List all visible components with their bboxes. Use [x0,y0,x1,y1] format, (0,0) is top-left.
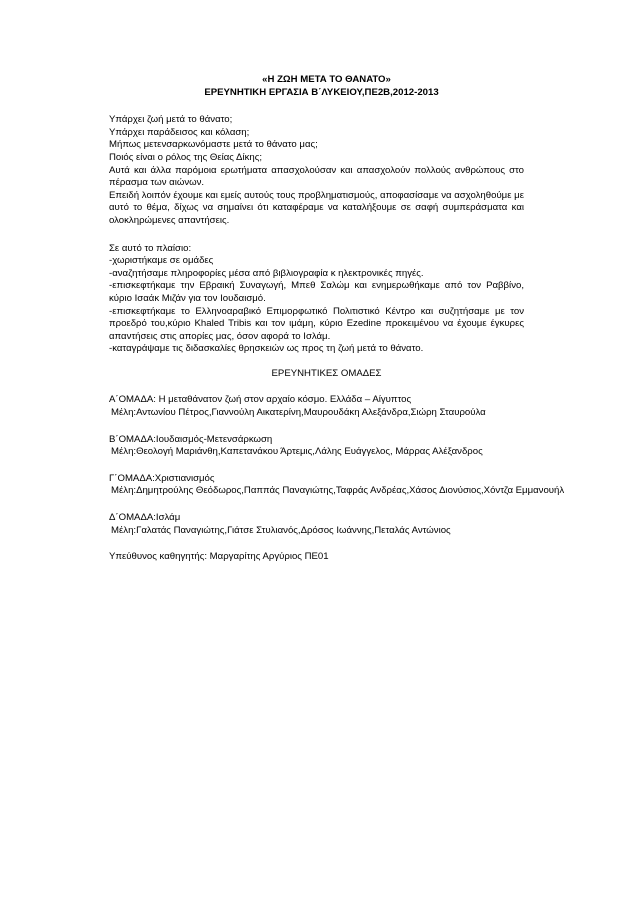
intro-line: Επειδή λοιπόν έχουμε και εμείς αυτούς τους προβληματισμούς, αποφασίσαμε να ασχοληθούμε με αυτό το θέμα, δίχως να σημαίνει ότι καταφέραμε να καταλήξουμε σε σαφή συμπεράσματα και ολοκληρώμενες απαντήσεις. [109,189,524,226]
group-name: Δ΄ΟΜΑΔΑ:Ισλάμ [109,512,181,524]
group-members: Μέλη:Θεολογή Μαριάνθη,Καπετανάκου Άρτεμις,Λάλης Ευάγγελος, Μάρρας Αλέξανδρος [111,446,483,458]
document-subtitle: ΕΡΕΥΝΗΤΙΚΗ ΕΡΓΑΣΙΑ Β΄ΛΥΚΕΙΟΥ,ΠΕ2Β,2012-2013 [204,86,439,98]
context-item: -επισκεφτήκαμε την Εβραική Συναγωγή, Μπεθ Σαλώμ και ενημερωθήκαμε από τον Ραββίνο, κύριο Ισαάκ Μιζάν για τον Ιουδαισμό. [109,280,524,304]
supervisor-line: Υπεύθυνος καθηγητής: Μαργαρίτης Αργύριος ΠΕ01 [109,551,329,563]
group-name: Α΄ΟΜΑΔΑ: Η μεταθάνατον ζωή στον αρχαίο κόσμο. Ελλάδα – Αίγυπτος [109,394,412,406]
group-members: Μέλη:Δημητρούλης Θεόδωρος,Παππάς Παναγιώτης,Ταφράς Ανδρέας,Χάσος Διονύσιος,Χόντζα Εμμανουήλ [111,485,565,497]
document-title: «Η ΖΩΗ ΜΕΤΑ ΤΟ ΘΑΝΑΤΟ» [262,74,391,85]
context-heading: Σε αυτό το πλαίσιο: [109,242,192,254]
context-item: -αναζητήσαμε πληροφορίες μέσα από βιβλιογραφία κ ηλεκτρονικές πηγές. [109,267,424,279]
context-item: -καταγράψαμε τις διδασκαλίες θρησκειών ως προς τη ζωή μετά το θάνατο. [109,343,424,355]
context-item: -επισκεφτήκαμε το Ελληνοαραβικό Επιμορφωτικό Πολιτιστικό Κέντρο και συζητήσαμε με τον προεδρό του,κύριο Khaled Tribis και τον ιμάμη, κύριο Ezedine προκειμένου να έχουμε έγκυρες απαντήσεις στις απορίες μας, όσον αφορά το Ισλάμ. [109,305,524,342]
group-a [109,394,524,419]
group-c [109,472,565,498]
group-d [109,512,524,537]
group-name: Β΄ΟΜΑΔΑ:Ιουδαισμός-Μετενσάρκωση [109,433,273,445]
intro-section [109,114,524,227]
group-members: Μέλη:Αντωνίου Πέτρος,Γιαννούλη Αικατερίνη,Μαυρουδάκη Αλεξάνδρα,Σιώρη Σταυρούλα [111,407,486,419]
intro-line: Ποιός είναι ο ρόλος της Θείας Δίκης; [109,151,263,163]
context-section [109,243,524,356]
intro-line: Αυτά και άλλα παρόμοια ερωτήματα απασχολούσαν και απασχολούν πολλούς ανθρώπους στο πέρασμα των αιώνων. [109,164,524,189]
group-name: Γ΄ΟΜΑΔΑ:Χριστιανισμός [109,472,215,484]
group-b [109,434,524,459]
context-item: -χωριστήκαμε σε ομάδες [109,255,214,267]
intro-line: Υπάρχει ζωή μετά το θάνατο; [109,114,233,126]
intro-line: Υπάρχει παράδεισος και κόλαση; [109,126,250,138]
group-members: Μέλη:Γαλατάς Παναγιώτης,Γιάτσε Στυλιανός,Δρόσος Ιωάννης,Πεταλάς Αντώνιος [111,524,451,536]
groups-heading: ΕΡΕΥΝΗΤΙΚΕΣ ΟΜΑΔΕΣ [271,367,382,379]
intro-line: Μήπως μετενσαρκωνόμαστε μετά το θάνατο μας; [109,139,318,151]
